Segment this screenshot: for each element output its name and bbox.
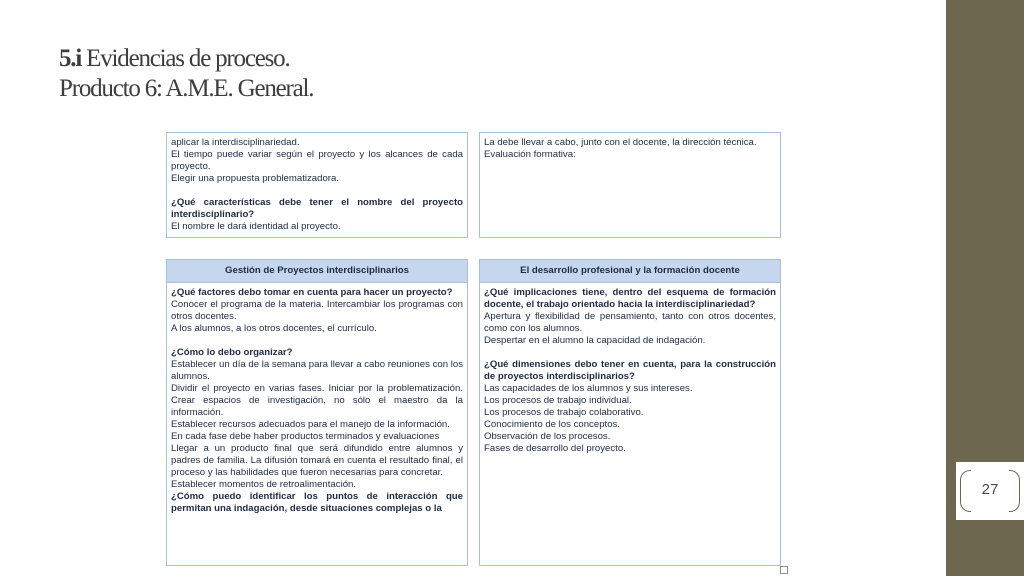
title-line2: Producto 6: A.M.E. General. <box>59 75 314 102</box>
text-line: Las capacidades de los alumnos y sus intereses. <box>484 383 693 394</box>
bottom-left-panel <box>166 259 468 566</box>
question-line: ¿Qué características debe tener el nombre del proyecto interdisciplinario? <box>171 197 463 220</box>
text-line: Establecer un día de la semana para llevar a cabo reuniones con los alumnos. <box>171 359 463 382</box>
text-line: Elegir una propuesta problematizadora. <box>171 173 339 184</box>
text-line: Dividir el proyecto en varias fases. Iniciar por la problematización. Crear espacios de investigación, no sólo el maestro da la información. <box>171 383 463 418</box>
question-line: ¿Cómo lo debo organizar? <box>171 347 293 358</box>
text-line: Conocer el programa de la materia. Intercambiar los programas con otros docentes. <box>171 299 463 322</box>
text-line: Llegar a un producto final que será difundido entre alumnos y padres de familia. La difusión tomará en cuenta el resultado final, el proceso y las habilidades que fueron necesarias para concretar. <box>171 443 463 478</box>
text-line: Apertura y flexibilidad de pensamiento, tanto con otros docentes, como con los alumnos. <box>484 311 776 334</box>
paragraph-gap <box>171 335 463 347</box>
text-line: El tiempo puede variar según el proyecto y los alcances de cada proyecto. <box>171 149 463 172</box>
bottom-left-header: Gestión de Proyectos interdisciplinarios <box>167 260 467 283</box>
title-number: 5.i <box>59 45 82 72</box>
bottom-right-header: El desarrollo profesional y la formación docente <box>480 260 780 283</box>
text-line: El nombre le dará identidad al proyecto. <box>171 221 341 232</box>
slide-title <box>59 44 313 104</box>
text-line: Fases de desarrollo del proyecto. <box>484 443 626 454</box>
top-left-panel <box>166 132 468 238</box>
question-line: ¿Qué dimensiones debo tener en cuenta, para la construcción de proyectos interdisciplinarios? <box>484 359 776 382</box>
text-line: Evaluación formativa: <box>484 149 576 160</box>
paragraph-gap <box>484 347 776 359</box>
page-number: 27 <box>981 481 999 498</box>
text-line: Establecer momentos de retroalimentación. <box>171 479 357 490</box>
top-right-panel <box>479 132 781 238</box>
question-line: ¿Cómo puedo identificar los puntos de interacción que permitan una indagación, desde situaciones complejas o la <box>171 491 463 514</box>
text-line: Conocimiento de los conceptos. <box>484 419 620 430</box>
page-number-badge <box>956 462 1024 520</box>
text-line: Establecer recursos adecuados para el manejo de la información. <box>171 419 450 430</box>
text-line: Los procesos de trabajo individual. <box>484 395 632 406</box>
text-line: A los alumnos, a los otros docentes, el currículo. <box>171 323 377 334</box>
text-line: En cada fase debe haber productos terminados y evaluaciones <box>171 431 440 442</box>
text-line: Los procesos de trabajo colaborativo. <box>484 407 644 418</box>
text-line: aplicar la interdisciplinariedad. <box>171 137 300 148</box>
title-line1: Evidencias de proceso. <box>81 45 290 72</box>
text-line: Despertar en el alumno la capacidad de indagación. <box>484 335 706 346</box>
text-line: La debe llevar a cabo, junto con el docente, la dirección técnica. <box>484 137 757 148</box>
question-line: ¿Qué implicaciones tiene, dentro del esquema de formación docente, el trabajo orientado hacia la interdisciplinariedad? <box>484 287 776 310</box>
resize-handle[interactable] <box>780 566 788 574</box>
question-line: ¿Qué factores debo tomar en cuenta para hacer un proyecto? <box>171 287 453 298</box>
bottom-right-panel <box>479 259 781 566</box>
paragraph-gap <box>171 185 463 197</box>
text-line: Observación de los procesos. <box>484 431 611 442</box>
